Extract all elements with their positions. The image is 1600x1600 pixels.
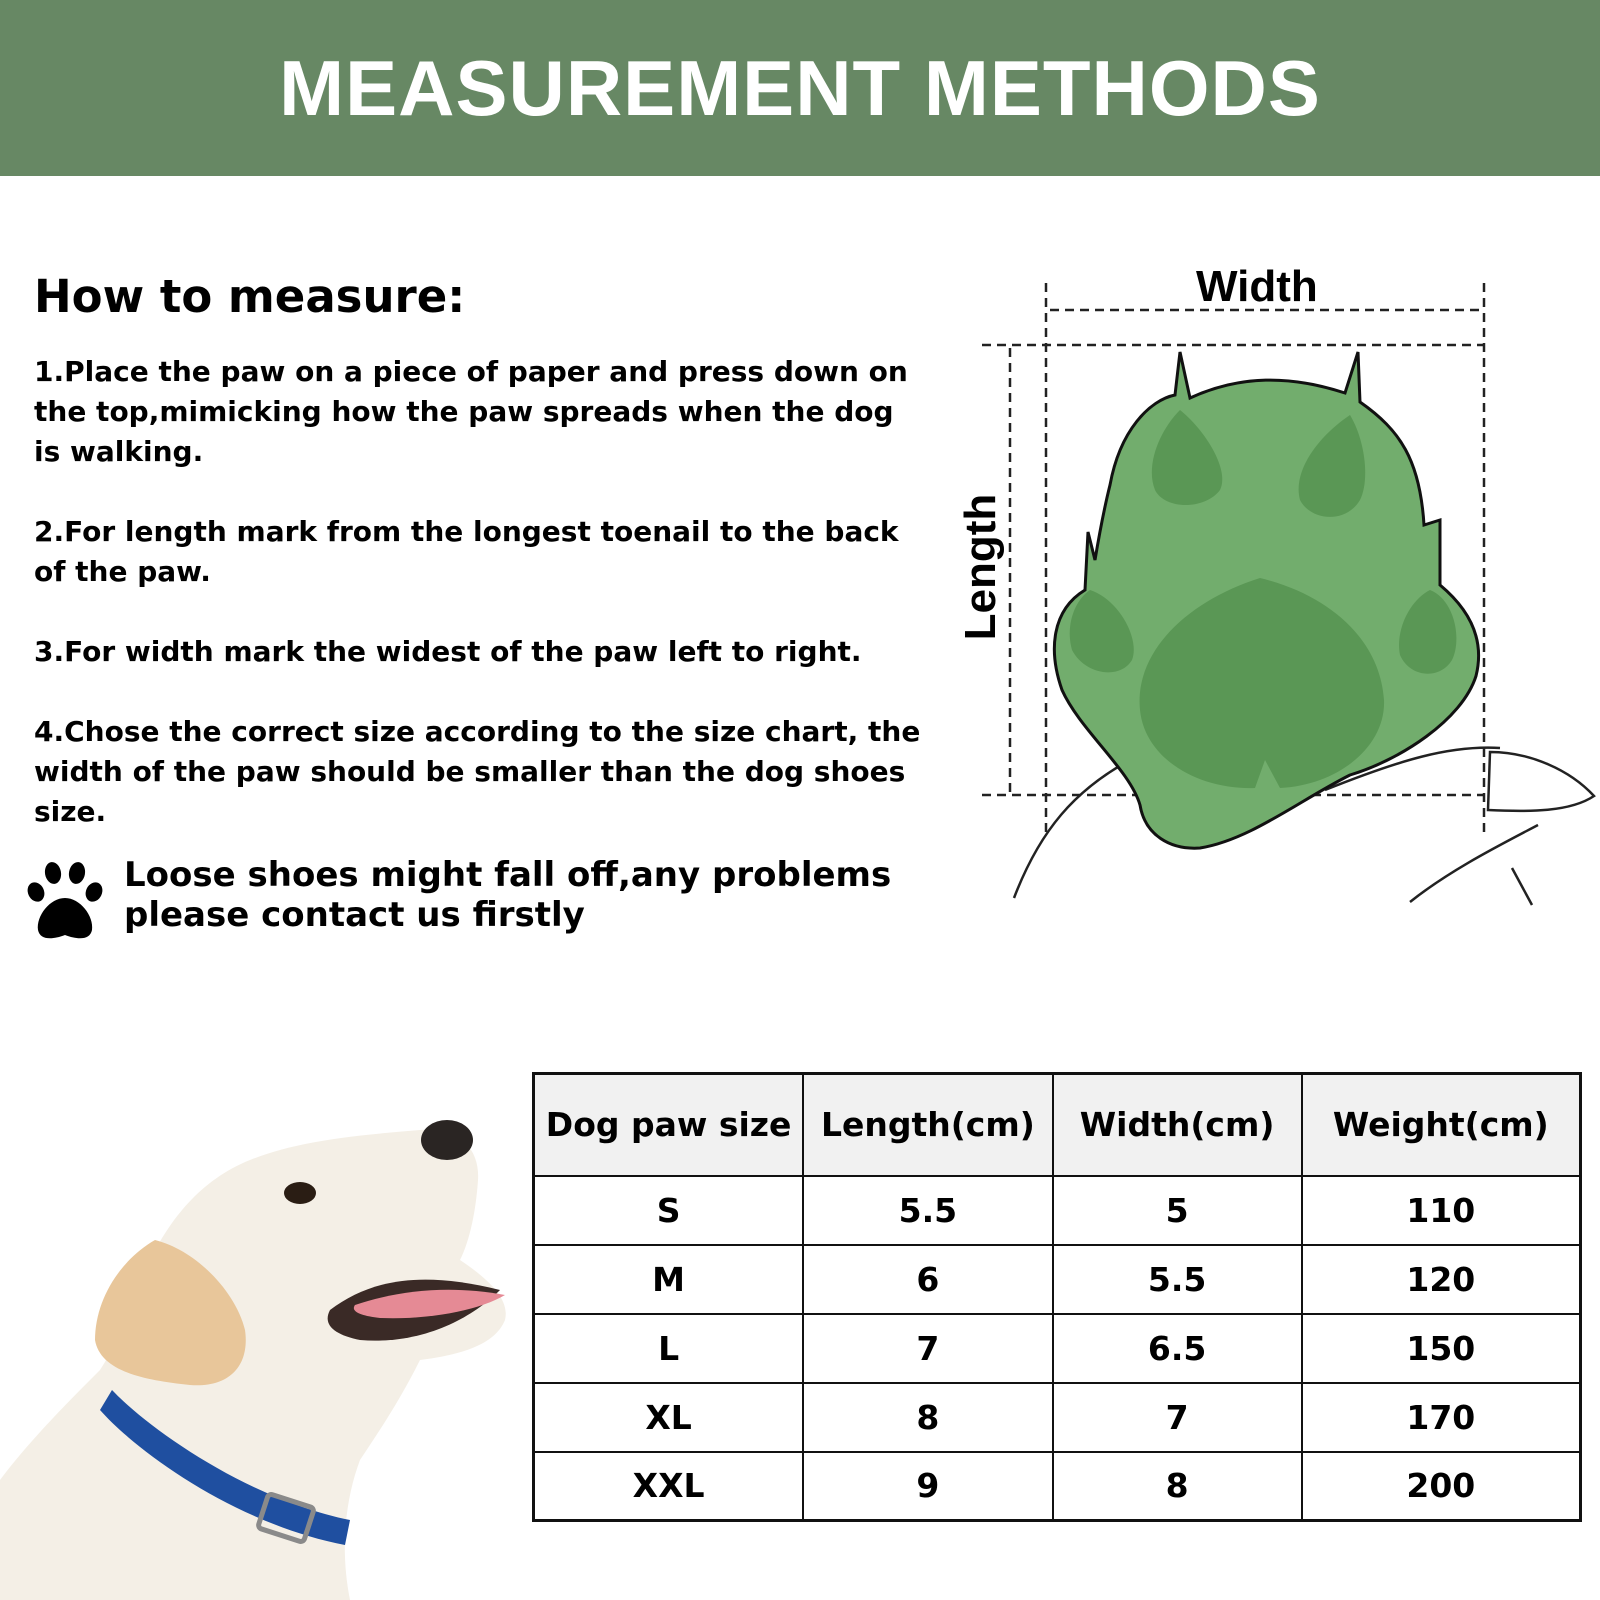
- table-row: [534, 1176, 1581, 1245]
- table-cell: S: [534, 1176, 804, 1245]
- table-cell: XXL: [534, 1452, 804, 1521]
- table-row: [534, 1314, 1581, 1383]
- header-banner: [0, 0, 1600, 176]
- header-cell: Weight(cm): [1302, 1074, 1581, 1176]
- steps-list: [34, 352, 924, 832]
- table-cell: 6: [803, 1245, 1052, 1314]
- table-cell: 6.5: [1053, 1314, 1302, 1383]
- table-row: [534, 1452, 1581, 1521]
- paw-print-icon: [26, 860, 106, 942]
- table-cell: L: [534, 1314, 804, 1383]
- paw-diagram: [940, 250, 1600, 930]
- table-cell: 110: [1302, 1176, 1581, 1245]
- table-cell: 8: [1053, 1452, 1302, 1521]
- header-cell: Width(cm): [1053, 1074, 1302, 1176]
- step-4: 4.Chose the correct size according to the size chart, the width of the paw should be smaller than the dog shoes size.: [34, 715, 921, 828]
- header-cell: Length(cm): [803, 1074, 1052, 1176]
- table-cell: M: [534, 1245, 804, 1314]
- table-cell: 5: [1053, 1176, 1302, 1245]
- dog-eye: [284, 1182, 316, 1204]
- table-cell: 7: [803, 1314, 1052, 1383]
- table-row: [534, 1383, 1581, 1452]
- dog-illustration: [0, 1110, 520, 1600]
- table-cell: 120: [1302, 1245, 1581, 1314]
- note-text: Loose shoes might fall off,any problems please contact us firstly: [124, 855, 892, 935]
- step-2: 2.For length mark from the longest toenail to the back of the paw.: [34, 515, 899, 588]
- step-3: 3.For width mark the widest of the paw left to right.: [34, 635, 862, 668]
- table-header-row: [534, 1074, 1581, 1176]
- table-cell: 7: [1053, 1383, 1302, 1452]
- header-cell: Dog paw size: [534, 1074, 804, 1176]
- table-cell: 200: [1302, 1452, 1581, 1521]
- howto-heading: How to measure:: [34, 270, 466, 323]
- dog-nose: [421, 1120, 473, 1160]
- step-1: 1.Place the paw on a piece of paper and press down on the top,mimicking how the paw spreads when the dog is walking.: [34, 355, 908, 468]
- length-label: Length: [956, 493, 1005, 641]
- table-cell: 150: [1302, 1314, 1581, 1383]
- table-cell: XL: [534, 1383, 804, 1452]
- table-cell: 5.5: [803, 1176, 1052, 1245]
- table-cell: 5.5: [1053, 1245, 1302, 1314]
- size-table: [532, 1072, 1582, 1522]
- page-title: MEASUREMENT METHODS: [279, 43, 1321, 132]
- dog-body: [0, 1130, 506, 1600]
- table-cell: 170: [1302, 1383, 1581, 1452]
- width-label: Width: [1196, 262, 1318, 311]
- table-row: [534, 1245, 1581, 1314]
- table-cell: 9: [803, 1452, 1052, 1521]
- table-cell: 8: [803, 1383, 1052, 1452]
